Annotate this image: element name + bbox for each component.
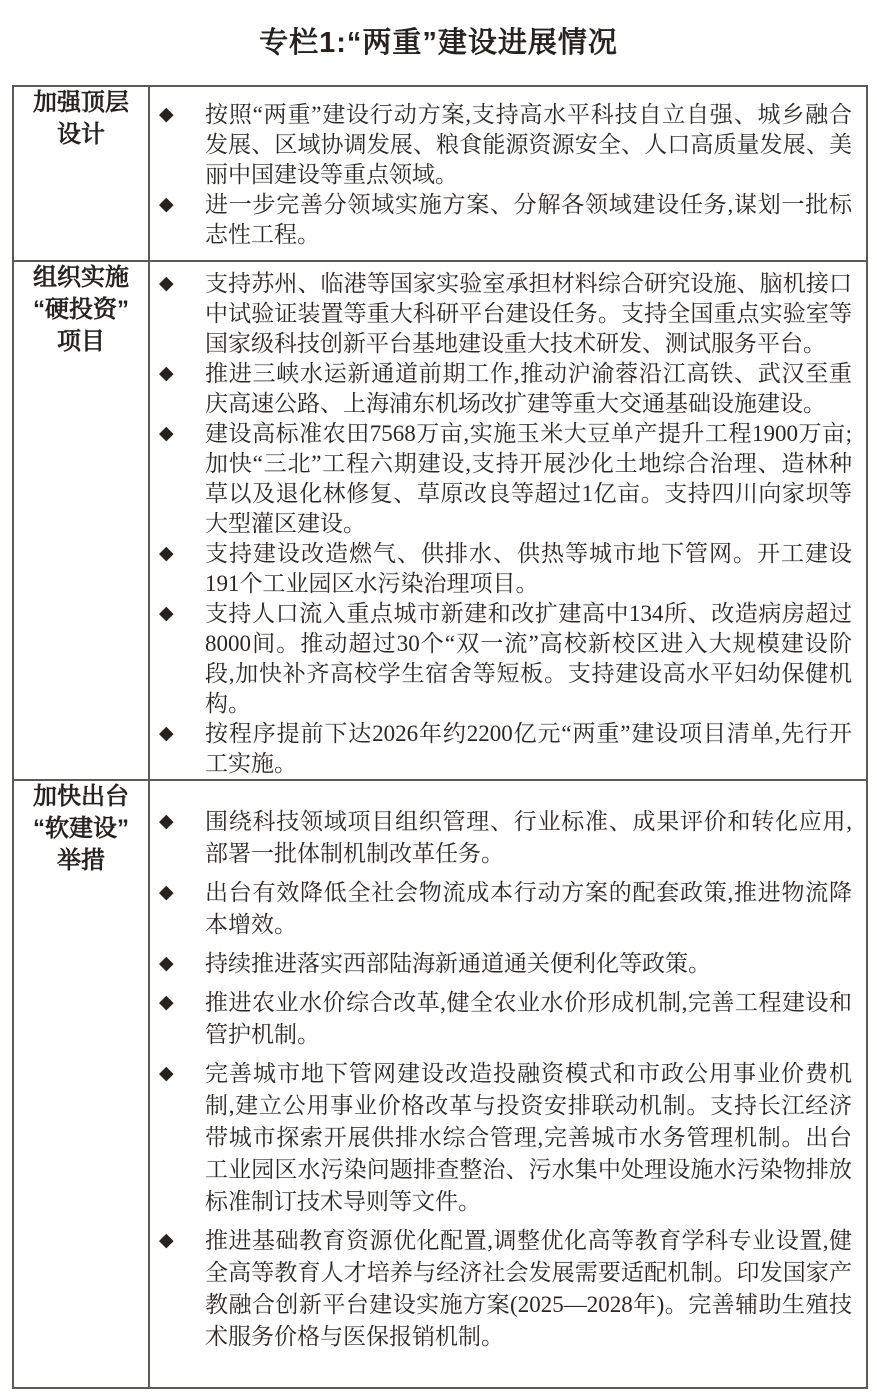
diamond-bullet-icon: ◆ — [159, 992, 174, 1013]
diamond-bullet-icon: ◆ — [159, 603, 174, 624]
bullet-text: 支持苏州、临港等国家实验室承担材料综合研究设施、脑机接口中试验证装置等重大科研平台建设任务。支持全国重点实验室等国家级科技创新平台基地建设重大技术研发、测试服务平台。 — [205, 271, 852, 356]
list-item — [150, 599, 852, 719]
bullet-text: 建设高标准农田7568万亩,实施玉米大豆单产提升工程1900万亩;加快“三北”工程六期建设,支持开展沙化土地综合治理、造林种草以及退化林修复、草原改良等超过1亿亩。支持四川向家坝等大型灌区建设。 — [205, 421, 852, 536]
row-content — [149, 780, 867, 1388]
row-content — [149, 261, 867, 780]
diamond-bullet-icon: ◆ — [159, 882, 174, 903]
list-item — [150, 539, 852, 599]
table-row — [13, 780, 867, 1388]
row-label-line: 加快出台 — [33, 783, 129, 810]
row-label-line: 设计 — [57, 121, 105, 148]
progress-table — [12, 85, 868, 1389]
row-label — [13, 780, 149, 1388]
diamond-bullet-icon: ◆ — [159, 723, 174, 744]
list-item — [150, 359, 852, 419]
bullet-text: 推进基础教育资源优化配置,调整优化高等教育学科专业设置,健全高等教育人才培养与经济社会发展需要适配机制。印发国家产教融合创新平台建设实施方案(2025—2028年)。完善辅助生殖技术服务价格与医保报销机制。 — [205, 1228, 852, 1349]
row-label-line: “软建设” — [33, 815, 129, 842]
bullet-text: 持续推进落实西部陆海新通道通关便利化等政策。 — [205, 951, 711, 976]
list-item — [150, 419, 852, 539]
bullet-text: 进一步完善分领域实施方案、分解各领域建设任务,谋划一批标志性工程。 — [205, 192, 852, 247]
table-row — [13, 86, 867, 261]
diamond-bullet-icon: ◆ — [159, 1230, 174, 1251]
row-label — [13, 86, 149, 261]
bullet-text: 围绕科技领域项目组织管理、行业标准、成果评价和转化应用,部署一批体制机制改革任务。 — [205, 809, 852, 866]
list-item — [150, 1225, 852, 1353]
row-label-line: 举措 — [57, 847, 105, 874]
bullet-text: 支持人口流入重点城市新建和改扩建高中134所、改造病房超过8000间。推动超过30个“双一流”高校新校区进入大规模建设阶段,加快补齐高校学生宿舍等短板。支持建设高水平妇幼保健机构。 — [205, 601, 852, 716]
diamond-bullet-icon: ◆ — [159, 273, 174, 294]
row-label-line: 组织实施 — [33, 264, 129, 291]
diamond-bullet-icon: ◆ — [159, 104, 174, 125]
diamond-bullet-icon: ◆ — [159, 194, 174, 215]
list-item — [150, 806, 852, 870]
list-item — [150, 987, 852, 1051]
diamond-bullet-icon: ◆ — [159, 363, 174, 384]
table-row — [13, 261, 867, 780]
list-item — [150, 877, 852, 941]
bullet-text: 支持建设改造燃气、供排水、供热等城市地下管网。开工建设191个工业园区水污染治理项目。 — [205, 541, 852, 596]
list-item — [150, 1058, 852, 1218]
bullet-text: 出台有效降低全社会物流成本行动方案的配套政策,推进物流降本增效。 — [205, 880, 852, 937]
page-title: 专栏1:“两重”建设进展情况 — [259, 27, 618, 59]
bullet-text: 按程序提前下达2026年约2200亿元“两重”建设项目清单,先行开工实施。 — [205, 721, 852, 776]
diamond-bullet-icon: ◆ — [159, 423, 174, 444]
row-label — [13, 261, 149, 780]
list-item — [150, 719, 852, 779]
row-label-line: 项目 — [57, 328, 105, 355]
list-item — [150, 269, 852, 359]
row-content — [149, 86, 867, 261]
diamond-bullet-icon: ◆ — [159, 543, 174, 564]
diamond-bullet-icon: ◆ — [159, 1063, 174, 1084]
bullet-text: 按照“两重”建设行动方案,支持高水平科技自立自强、城乡融合发展、区域协调发展、粮食能源资源安全、人口高质量发展、美丽中国建设等重点领域。 — [205, 102, 852, 187]
list-item — [150, 100, 852, 190]
list-item — [150, 948, 852, 980]
bullet-text: 完善城市地下管网建设改造投融资模式和市政公用事业价费机制,建立公用事业价格改革与投资安排联动机制。支持长江经济带城市探索开展供排水综合管理,完善城市水务管理机制。出台工业园区水污染问题排查整治、污水集中处理设施水污染物排放标准制订技术导则等文件。 — [205, 1061, 852, 1214]
bullet-text: 推进三峡水运新通道前期工作,推动沪渝蓉沿江高铁、武汉至重庆高速公路、上海浦东机场改扩建等重大交通基础设施建设。 — [205, 361, 852, 416]
list-item — [150, 190, 852, 250]
row-label-line: “硬投资” — [33, 296, 129, 323]
diamond-bullet-icon: ◆ — [159, 953, 174, 974]
bullet-text: 推进农业水价综合改革,健全农业水价形成机制,完善工程建设和管护机制。 — [205, 990, 852, 1047]
row-label-line: 加强顶层 — [33, 89, 129, 116]
diamond-bullet-icon: ◆ — [159, 811, 174, 832]
